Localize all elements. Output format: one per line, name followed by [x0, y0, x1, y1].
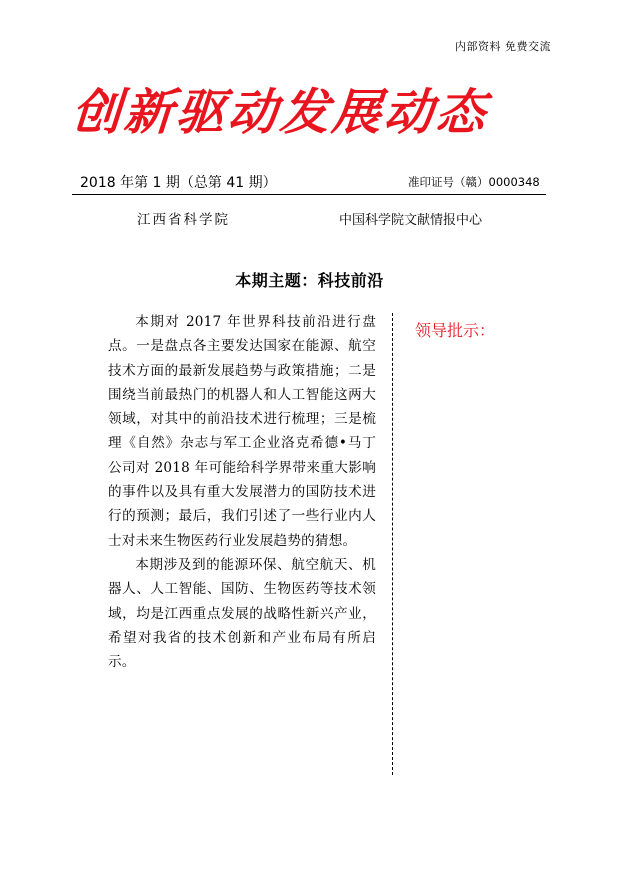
summary-paragraph: 本期对 2017 年世界科技前沿进行盘点。一是盘点各主要发达国家在能源、航空技术方面的最新发展趋势与政策措施；二是围绕当前最热门的机器人和人工智能这两大领域，对其中的前沿技术进行梳理；三是梳理《自然》杂志与军工企业洛克希德•马丁公司对 2018 年可能给科学界带来重大影响的事件以及具有重大发展潜力的国防技术进行的预测；最后，我们引述了一些行业内人士对未来生物医药行业发展趋势的猜想。 [108, 314, 376, 549]
summary-body [108, 310, 376, 674]
column-divider [392, 313, 393, 775]
summary-paragraph: 本期涉及到的能源环保、航空航天、机器人、人工智能、国防、生物医药等技术领域，均是江西重点发展的战略性新兴产业，希望对我省的技术创新和产业布局有所启示。 [108, 556, 376, 671]
publisher-right: 中国科学院文献情报中心 [339, 213, 483, 228]
leader-comment-label: 领导批示： [415, 321, 496, 340]
masthead-title: 创新驱动发展动态 [69, 83, 491, 141]
classification-note: 内部资料 免费交流 [455, 40, 551, 53]
header-rule [72, 194, 546, 195]
permit-number: 准印证号（赣）0000348 [408, 175, 540, 189]
publisher-left: 江西省科学院 [137, 212, 230, 228]
issue-topic: 本期主题：科技前沿 [235, 271, 384, 290]
issue-number: 2018 年第 1 期（总第 41 期） [80, 175, 277, 191]
